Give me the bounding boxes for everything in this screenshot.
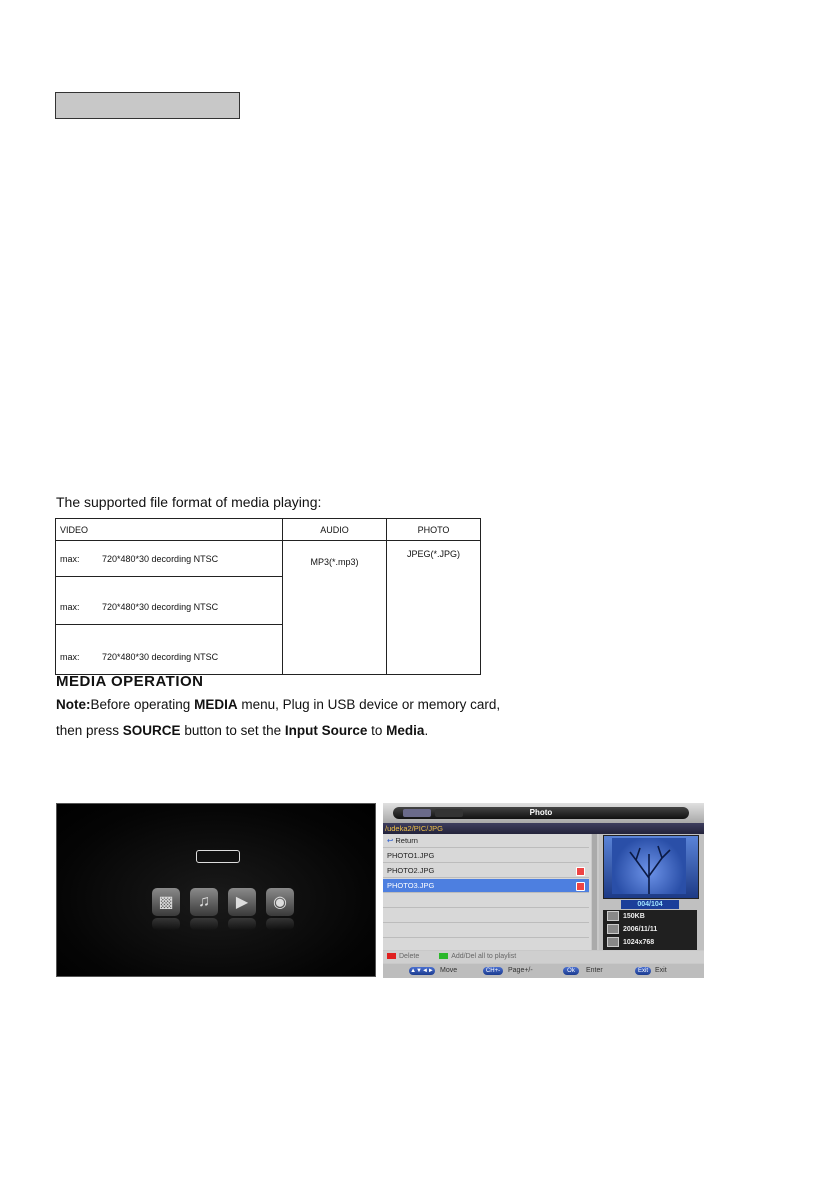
color-key-legend: Delete Add/Del all to playlist: [383, 951, 704, 963]
format-table: [55, 518, 481, 675]
photo-format: JPEG(*.JPG): [387, 541, 481, 675]
enter-label: Enter: [586, 967, 603, 974]
photo-thumbnail: [603, 835, 699, 899]
media-operation-title: MEDIA OPERATION: [56, 673, 204, 690]
audio-format: MP3(*.mp3): [283, 541, 387, 675]
photo-info: [603, 910, 697, 950]
photo-icon: ▩: [152, 888, 180, 916]
resolution-icon: [607, 937, 619, 947]
intro-text: The supported file format of media playing:: [56, 494, 322, 510]
list-item[interactable]: PHOTO1.JPG: [383, 849, 589, 863]
header-video: VIDEO: [56, 519, 283, 541]
photo-browser-screenshot: [383, 803, 704, 978]
file-resolution: 1024x768: [607, 937, 654, 949]
header-audio: AUDIO: [283, 519, 387, 541]
file-size: 150KB: [607, 911, 645, 923]
page-key: CH+-: [483, 967, 503, 975]
note-line-2: then press SOURCE button to set the Input Source to Media.: [56, 723, 429, 738]
photo-title: Photo: [529, 808, 553, 817]
file-list: [383, 834, 591, 950]
green-key-icon: [439, 953, 448, 959]
move-label: Move: [440, 967, 458, 974]
list-item-selected[interactable]: PHOTO3.JPG: [383, 879, 589, 893]
checked-icon: [576, 882, 585, 891]
photo-counter: 004/104: [621, 900, 679, 909]
path-bar: /udeka2/PIC/JPG: [383, 823, 704, 834]
list-item[interactable]: PHOTO2.JPG: [383, 864, 589, 878]
key-help-bar: [383, 964, 704, 978]
text-icon: ◉: [266, 888, 294, 916]
return-icon: ↩: [387, 836, 394, 845]
menu-selection-frame: [196, 850, 240, 863]
page-label: Page+/-: [508, 967, 533, 974]
date-icon: [607, 924, 619, 934]
video-row-2: max: 720*480*30 decording NTSC: [56, 577, 283, 625]
list-item-return[interactable]: ↩ Return: [383, 834, 589, 848]
ok-key: Ok: [563, 967, 579, 975]
note-line-1: Note:Before operating MEDIA menu, Plug in USB device or memory card,: [56, 697, 501, 712]
preview-panel: [599, 834, 704, 950]
media-menu-screenshot: [56, 803, 376, 977]
video-row-3: max: 720*480*30 decording NTSC: [56, 625, 283, 675]
exit-label: Exit: [655, 967, 667, 974]
list-scrollbar[interactable]: [592, 834, 597, 950]
movie-icon: ▶: [228, 888, 256, 916]
tree-image: [612, 838, 686, 894]
music-icon: ♫: [190, 888, 218, 916]
section-header-box: [55, 92, 240, 119]
file-date: 2006/11/11: [607, 924, 657, 936]
checked-icon: [576, 867, 585, 876]
video-row-1: max: 720*480*30 decording NTSC: [56, 541, 283, 577]
exit-key: Exit: [635, 967, 651, 975]
size-icon: [607, 911, 619, 921]
move-key: ▲▼◄►: [410, 968, 434, 974]
header-photo: PHOTO: [387, 519, 481, 541]
red-key-icon: [387, 953, 396, 959]
